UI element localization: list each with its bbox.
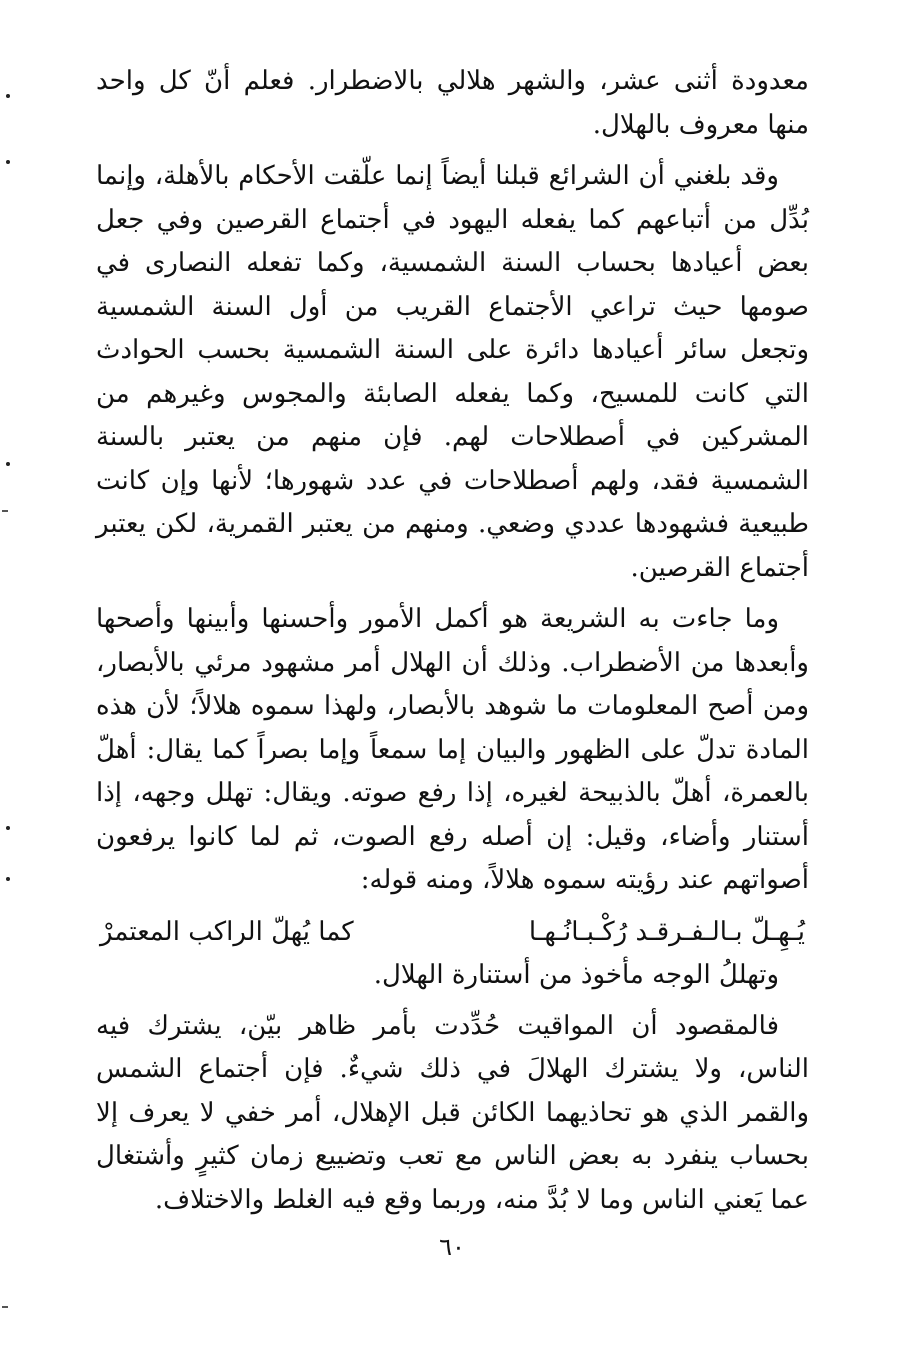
margin-dot xyxy=(6,462,10,466)
margin-dot xyxy=(6,94,10,98)
page-number: ٦٠ xyxy=(439,1233,465,1261)
poetry-verse xyxy=(96,911,809,954)
paragraph-1: معدودة أثنى عشر، والشهر هلالي بالاضطرار. فعلم أنّ كل واحد منها معروف بالهلال. xyxy=(96,66,809,140)
paragraph-3: وما جاءت به الشريعة هو أكمل الأمور وأحسنها وأبينها وأصحها وأبعدها من الأضطراب. وذلك أن الهلال أمر مشهود مرئي بالأبصار، ومن أصح المعلومات ما شوهد بالأبصار، ولهذا سموه هلالاً؛ لأن هذه المادة تدلّ على الظهور والبيان إما سمعاً وإما بصراً كما يقال: أهلّ بالعمرة، أهلّ بالذبيحة لغيره، إذا رفع صوته. ويقال: تهلل وجهه، إذا أستنار وأضاء، وقيل: إن أصله رفع الصوت، ثم لما كانوا يرفعون أصواتهم عند رؤيته سموه هلالاً، ومنه قوله: xyxy=(96,604,809,895)
page-body xyxy=(96,60,809,1230)
margin-dot xyxy=(6,160,10,164)
verse-first-hemistich: يُـهِـلّ بـالـفـرقـد رُكْـبـانُـهـا xyxy=(528,916,805,947)
margin-dot xyxy=(6,877,10,881)
paragraph-final: فالمقصود أن المواقيت حُدِّدت بأمر ظاهر بيّن، يشترك فيه الناس، ولا يشترك الهلالَ في ذلك شيءٌ. فإن أجتماع الشمس والقمر الذي هو تحاذيهما الكائن قبل الإهلال، أمر خفي لا يعرف إلا بحساب ينفرد به بعض الناس مع تعب وتضييع زمان كثيرٍ وأشتغال عما يَعني الناس وما لا بُدَّ منه، وربما وقع فيه الغلط والاختلاف. xyxy=(96,1010,809,1215)
post-verse-line: وتهللُ الوجه مأخوذ من أستنارة الهلال. xyxy=(373,959,779,990)
margin-dash xyxy=(2,510,8,512)
paragraph-2: وقد بلغني أن الشرائع قبلنا أيضاً إنما علّقت الأحكام بالأهلة، وإنما بُدِّل من أتباعهم كما يفعله اليهود في أجتماع القرصين وفي جعل بعض أعيادها بحساب السنة الشمسية، وكما تفعله النصارى في صومها حيث تراعي الأجتماع القريب من أول السنة الشمسية وتجعل سائر أعيادها دائرة على السنة الشمسية بحسب الحوادث التي كانت للمسيح، وكما يفعله الصابئة والمجوس وغيرهم من المشركين في أصطلاحات لهم. فإن منهم من يعتبر بالسنة الشمسية فقد، ولهم أصطلاحات في عدد شهورها؛ لأنها وإن كانت طبيعية فشهودها عددي وضعي. ومنهم من يعتبر القمرية، لكن يعتبر أجتماع القرصين. xyxy=(96,161,810,583)
verse-second-hemistich: كما يُهلّ الراكب المعتمرْ xyxy=(100,916,354,947)
margin-dash xyxy=(2,1306,8,1308)
margin-dot xyxy=(6,826,10,830)
